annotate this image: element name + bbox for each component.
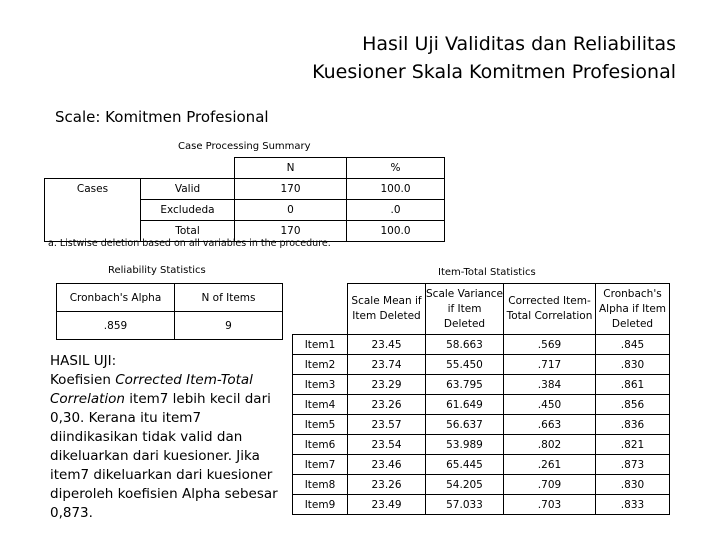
cell-scale-variance: 56.637 (426, 415, 504, 435)
cell-alpha: .856 (596, 395, 670, 415)
item-label: Item4 (293, 395, 348, 415)
cell-alpha: .861 (596, 375, 670, 395)
item-label: Item6 (293, 435, 348, 455)
header-n: N (235, 158, 347, 179)
cell-alpha: .845 (596, 335, 670, 355)
header-blank (45, 158, 235, 179)
table-row (293, 355, 670, 375)
row-n: 170 (235, 221, 347, 242)
row-n: 0 (235, 200, 347, 221)
cell-alpha: .833 (596, 495, 670, 515)
cell-correlation: .802 (504, 435, 596, 455)
case-processing-title: Case Processing Summary (178, 141, 311, 152)
item-label: Item3 (293, 375, 348, 395)
hasil-body: Koefisien Corrected Item-Total Correlation item7 lebih kecil dari 0,30. Kerana itu item7 diindikasikan tidak valid dan dikeluarkan dari kuesioner. Jika item7 dikeluarkan dari kuesioner diperoleh koefisien Alpha sebesar 0,873. (50, 372, 278, 521)
cell-alpha: .873 (596, 455, 670, 475)
case-footnote: a. Listwise deletion based on all variables in the procedure. (48, 238, 331, 249)
row-n: 170 (235, 179, 347, 200)
row-label: Excludeda (141, 200, 235, 221)
cases-group-label: Cases (45, 179, 141, 242)
cell-correlation: .569 (504, 335, 596, 355)
cell-scale-variance: 65.445 (426, 455, 504, 475)
cell-scale-mean: 23.57 (348, 415, 426, 435)
item-total-title: Item-Total Statistics (438, 267, 536, 278)
item-label: Item9 (293, 495, 348, 515)
header-alpha-if-deleted: Cronbach's Alpha if Item Deleted (596, 284, 670, 335)
item-total-table (292, 283, 670, 515)
cell-scale-variance: 55.450 (426, 355, 504, 375)
table-row (293, 435, 670, 455)
cell-scale-variance: 53.989 (426, 435, 504, 455)
cell-correlation: .663 (504, 415, 596, 435)
cell-scale-variance: 58.663 (426, 335, 504, 355)
cell-correlation: .703 (504, 495, 596, 515)
item-label: Item8 (293, 475, 348, 495)
hasil-uji-text (50, 352, 290, 523)
cell-alpha: .830 (596, 355, 670, 375)
reliability-table (56, 283, 283, 340)
cell-scale-mean: 23.26 (348, 395, 426, 415)
cell-scale-mean: 23.45 (348, 335, 426, 355)
cell-scale-mean: 23.26 (348, 475, 426, 495)
row-pct: 100.0 (347, 221, 445, 242)
table-row (293, 495, 670, 515)
header-cronbach-alpha: Cronbach's Alpha (57, 284, 175, 312)
page-title (312, 30, 676, 86)
item-label: Item1 (293, 335, 348, 355)
cell-alpha: .830 (596, 475, 670, 495)
table-row (293, 455, 670, 475)
cell-scale-variance: 54.205 (426, 475, 504, 495)
header-scale-variance: Scale Variance if Item Deleted (426, 284, 504, 335)
table-row (293, 335, 670, 355)
table-row (293, 375, 670, 395)
item-label: Item5 (293, 415, 348, 435)
case-processing-table (44, 157, 445, 242)
cell-scale-mean: 23.54 (348, 435, 426, 455)
cell-scale-variance: 57.033 (426, 495, 504, 515)
cell-correlation: .450 (504, 395, 596, 415)
table-row (293, 415, 670, 435)
header-blank (293, 284, 348, 335)
header-pct: % (347, 158, 445, 179)
row-label: Total (141, 221, 235, 242)
cell-correlation: .261 (504, 455, 596, 475)
table-row (293, 475, 670, 495)
item-label: Item2 (293, 355, 348, 375)
table-row (293, 395, 670, 415)
value-n-items: 9 (175, 312, 283, 340)
cell-scale-mean: 23.49 (348, 495, 426, 515)
reliability-title: Reliability Statistics (108, 265, 206, 276)
scale-label: Scale: Komitmen Profesional (55, 108, 269, 126)
row-pct: .0 (347, 200, 445, 221)
header-scale-mean: Scale Mean if Item Deleted (348, 284, 426, 335)
cell-correlation: .384 (504, 375, 596, 395)
cell-scale-variance: 61.649 (426, 395, 504, 415)
cell-scale-mean: 23.29 (348, 375, 426, 395)
cell-correlation: .709 (504, 475, 596, 495)
item-label: Item7 (293, 455, 348, 475)
hasil-heading: HASIL UJI: (50, 353, 117, 369)
title-line-1: Hasil Uji Validitas dan Reliabilitas (362, 33, 676, 55)
cell-scale-mean: 23.46 (348, 455, 426, 475)
header-n-of-items: N of Items (175, 284, 283, 312)
value-alpha: .859 (57, 312, 175, 340)
header-corrected-item-total: Corrected Item-Total Correlation (504, 284, 596, 335)
hasil-italic-term: Corrected Item-Total Correlation (50, 372, 253, 407)
title-line-2: Kuesioner Skala Komitmen Profesional (312, 61, 676, 83)
cell-alpha: .821 (596, 435, 670, 455)
cell-scale-mean: 23.74 (348, 355, 426, 375)
cell-scale-variance: 63.795 (426, 375, 504, 395)
cell-correlation: .717 (504, 355, 596, 375)
row-pct: 100.0 (347, 179, 445, 200)
row-label: Valid (141, 179, 235, 200)
cell-alpha: .836 (596, 415, 670, 435)
